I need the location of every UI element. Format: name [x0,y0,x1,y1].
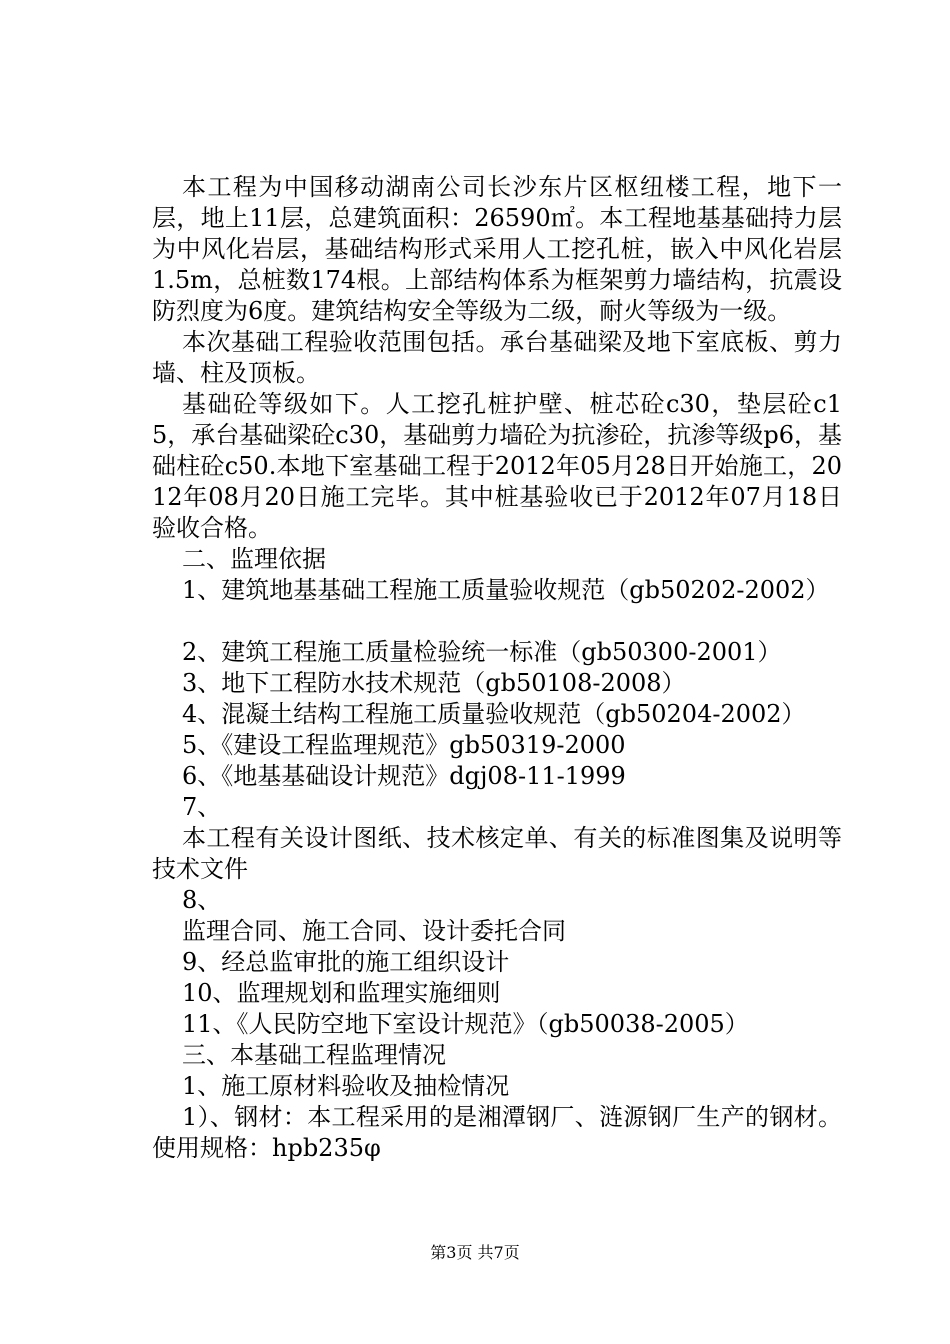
list-item-basis-2: 2、建筑工程施工质量检验统一标准（gb50300-2001） [182,638,782,666]
list-item-basis-7-number: 7、 [182,793,222,821]
section-heading-supervision-status: 三、本基础工程监理情况 [182,1041,446,1069]
list-item-basis-1: 1、建筑地基基础工程施工质量验收规范（gb50202-2002） [182,576,830,604]
list-item-basis-9: 9、经总监审批的施工组织设计 [182,948,510,976]
section-heading-supervision-basis: 二、监理依据 [182,545,326,573]
list-item-basis-8-number: 8、 [182,886,222,914]
subsection-heading-materials: 1、施工原材料验收及抽检情况 [182,1072,510,1100]
paragraph-acceptance-scope: 本次基础工程验收范围包括。承台基础梁及地下室底板、剪力墙、柱及顶板。 [152,328,842,387]
list-item-basis-4: 4、混凝土结构工程施工质量验收规范（gb50204-2002） [182,700,806,728]
page-number-footer: 第3页 共7页 [430,1243,520,1262]
list-item-basis-6: 6、《地基基础设计规范》dgj08-11-1999 [182,762,626,790]
list-item-basis-3: 3、地下工程防水技术规范（gb50108-2008） [182,669,686,697]
paragraph-steel-materials: 1）、钢材：本工程采用的是湘潭钢厂、涟源钢厂生产的钢材。使用规格：hpb235φ [152,1103,842,1162]
paragraph-project-overview: 本工程为中国移动湖南公司长沙东片区枢纽楼工程，地下一层，地上11层，总建筑面积：26590㎡。本工程地基基础持力层为中风化岩层，基础结构形式采用人工挖孔桩，嵌入中风化岩层1.5m，总桩数174根。上部结构体系为框架剪力墙结构，抗震设防烈度为6度。建筑结构安全等级为二级，耐火等级为一级。 [152,173,842,325]
list-item-basis-11: 11、《人民防空地下室设计规范》（gb50038-2005） [182,1010,749,1038]
list-item-basis-5: 5、《建设工程监理规范》gb50319-2000 [182,731,626,759]
blank-line [152,606,842,637]
list-item-basis-10: 10、监理规划和监理实施细则 [182,979,501,1007]
list-item-basis-8-text: 监理合同、施工合同、设计委托合同 [182,917,566,945]
list-item-basis-7-text: 本工程有关设计图纸、技术核定单、有关的标准图集及说明等技术文件 [152,824,842,883]
document-body [152,172,842,1164]
paragraph-concrete-grades: 基础砼等级如下。人工挖孔桩护壁、桩芯砼c30，垫层砼c15，承台基础梁砼c30，基础剪力墙砼为抗渗砼，抗渗等级p6，基础柱砼c50.本地下室基础工程于2012年05月28日开始施工，2012年08月20日施工完毕。其中桩基验收已于2012年07月18日验收合格。 [152,390,842,542]
